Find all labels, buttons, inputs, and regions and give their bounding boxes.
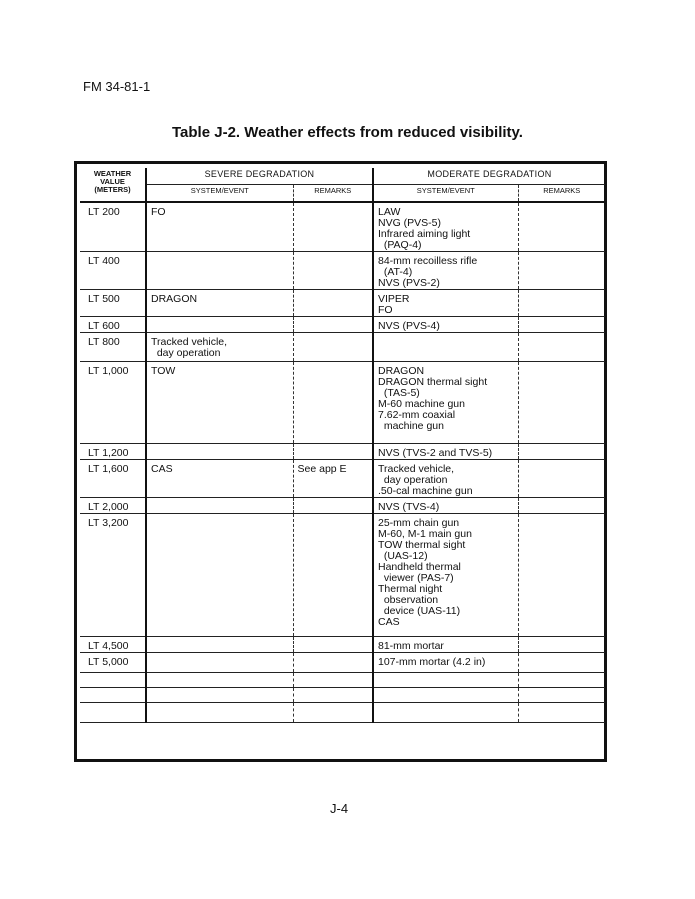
table-body xyxy=(80,202,605,723)
cell-line: viewer (PAS-7) xyxy=(378,572,454,584)
table-row xyxy=(80,514,605,637)
visibility-table-grid xyxy=(80,168,605,723)
severe-remarks-cell xyxy=(293,444,373,460)
moderate-remarks-cell xyxy=(518,333,605,362)
cell-line: LAW xyxy=(378,206,401,218)
cell-line: (PAQ-4) xyxy=(378,239,422,251)
table-row xyxy=(80,498,605,514)
weather-value-cell: LT 800 xyxy=(80,333,146,362)
table-row xyxy=(80,653,605,673)
severe-system-cell xyxy=(146,703,293,723)
cell-line: CAS xyxy=(151,463,173,475)
severe-system-cell xyxy=(146,460,293,498)
severe-remarks-cell xyxy=(293,703,373,723)
severe-remarks-cell xyxy=(293,514,373,637)
cell-line: CAS xyxy=(378,616,400,628)
moderate-system-cell xyxy=(373,460,518,498)
moderate-system-cell xyxy=(373,444,518,460)
table-row xyxy=(80,333,605,362)
moderate-system-cell xyxy=(373,317,518,333)
weather-value-cell: LT 500 xyxy=(80,290,146,317)
table-row xyxy=(80,290,605,317)
moderate-system-cell xyxy=(373,653,518,673)
weather-header-line: (METERS) xyxy=(94,185,131,194)
severe-remarks-cell xyxy=(293,202,373,252)
moderate-remarks-cell xyxy=(518,444,605,460)
weather-header-line: WEATHER xyxy=(93,169,132,178)
moderate-system-cell xyxy=(373,252,518,290)
severe-remarks-cell xyxy=(293,673,373,688)
severe-remarks-cell xyxy=(293,333,373,362)
cell-line: day operation xyxy=(378,474,448,486)
table-row xyxy=(80,202,605,252)
table-row xyxy=(80,362,605,444)
cell-line: Infrared aiming light xyxy=(378,228,471,240)
weather-header-line: VALUE xyxy=(100,177,125,186)
cell-line: device (UAS-11) xyxy=(378,605,461,617)
cell-line: TOW xyxy=(151,365,176,377)
moderate-system-cell xyxy=(373,703,518,723)
table-header-row-2 xyxy=(80,185,605,203)
weather-value-cell: LT 600 xyxy=(80,317,146,333)
moderate-degradation-header: MODERATE DEGRADATION xyxy=(373,168,605,185)
severe-remarks-cell xyxy=(293,637,373,653)
moderate-remarks-cell xyxy=(518,703,605,723)
severe-remarks-cell xyxy=(293,317,373,333)
moderate-remarks-cell xyxy=(518,317,605,333)
weather-value-cell: LT 1,600 xyxy=(80,460,146,498)
severe-system-cell xyxy=(146,637,293,653)
severe-system-cell xyxy=(146,290,293,317)
cell-line: (UAS-12) xyxy=(378,550,428,562)
severe-remarks-cell xyxy=(293,653,373,673)
severe-system-cell xyxy=(146,202,293,252)
severe-remarks-cell: See app E xyxy=(293,460,373,498)
severe-degradation-header: SEVERE DEGRADATION xyxy=(146,168,373,185)
moderate-system-cell xyxy=(373,333,518,362)
cell-line: (AT-4) xyxy=(378,266,413,278)
cell-line: FO xyxy=(151,206,166,218)
cell-line: 81-mm mortar xyxy=(378,640,444,652)
moderate-remarks-cell xyxy=(518,653,605,673)
cell-line: 7.62-mm coaxial xyxy=(378,409,456,421)
table-row xyxy=(80,460,605,498)
cell-line: DRAGON xyxy=(151,293,198,305)
severe-system-cell xyxy=(146,317,293,333)
table-row xyxy=(80,317,605,333)
moderate-remarks-cell xyxy=(518,290,605,317)
table-row xyxy=(80,637,605,653)
cell-line: NVS (TVS-2 and TVS-5) xyxy=(378,447,493,459)
cell-line: Tracked vehicle, xyxy=(151,336,228,348)
weather-value-cell: LT 200 xyxy=(80,202,146,252)
severe-remarks-cell xyxy=(293,498,373,514)
moderate-system-header: SYSTEM/EVENT xyxy=(373,185,518,203)
table-header-row-1 xyxy=(80,168,605,185)
weather-value-cell xyxy=(80,703,146,723)
moderate-remarks-cell xyxy=(518,252,605,290)
table-title: Table J-2. Weather effects from reduced visibility. xyxy=(172,124,523,141)
cell-line: M-60 machine gun xyxy=(378,398,465,410)
cell-line: NVG (PVS-5) xyxy=(378,217,442,229)
severe-system-cell xyxy=(146,653,293,673)
moderate-remarks-cell xyxy=(518,688,605,703)
severe-remarks-cell xyxy=(293,290,373,317)
cell-line: FO xyxy=(378,304,393,316)
severe-system-cell xyxy=(146,444,293,460)
severe-system-cell xyxy=(146,688,293,703)
moderate-remarks-cell xyxy=(518,498,605,514)
severe-system-header: SYSTEM/EVENT xyxy=(146,185,293,203)
weather-value-cell: LT 3,200 xyxy=(80,514,146,637)
moderate-remarks-cell xyxy=(518,362,605,444)
visibility-table xyxy=(74,161,607,762)
moderate-remarks-cell xyxy=(518,637,605,653)
moderate-remarks-header: REMARKS xyxy=(518,185,605,203)
moderate-system-cell xyxy=(373,637,518,653)
moderate-remarks-cell xyxy=(518,460,605,498)
severe-remarks-cell xyxy=(293,252,373,290)
moderate-system-cell xyxy=(373,688,518,703)
cell-line: DRAGON thermal sight xyxy=(378,376,488,388)
severe-system-cell xyxy=(146,362,293,444)
moderate-system-cell xyxy=(373,202,518,252)
cell-line: 84-mm recoilless rifle xyxy=(378,255,478,267)
cell-line: NVS (PVS-4) xyxy=(378,320,440,332)
cell-line: VIPER xyxy=(378,293,410,305)
cell-line: Handheld thermal xyxy=(378,561,461,573)
cell-line: 25-mm chain gun xyxy=(378,517,460,529)
table-row xyxy=(80,703,605,723)
cell-line: Tracked vehicle, xyxy=(378,463,455,475)
moderate-remarks-cell xyxy=(518,514,605,637)
moderate-system-cell xyxy=(373,362,518,444)
severe-system-cell xyxy=(146,333,293,362)
severe-system-cell xyxy=(146,673,293,688)
severe-system-cell xyxy=(146,498,293,514)
weather-value-cell: LT 400 xyxy=(80,252,146,290)
cell-line: 107-mm mortar (4.2 in) xyxy=(378,656,486,668)
weather-value-cell: LT 4,500 xyxy=(80,637,146,653)
table-row xyxy=(80,252,605,290)
weather-value-cell: LT 1,200 xyxy=(80,444,146,460)
cell-line: M-60, M-1 main gun xyxy=(378,528,472,540)
severe-remarks-cell xyxy=(293,688,373,703)
document-id: FM 34-81-1 xyxy=(83,79,151,94)
cell-line: NVS (TVS-4) xyxy=(378,501,440,513)
weather-value-cell xyxy=(80,673,146,688)
severe-system-cell xyxy=(146,252,293,290)
table-row xyxy=(80,688,605,703)
cell-line: TOW thermal sight xyxy=(378,539,466,551)
moderate-system-cell xyxy=(373,673,518,688)
weather-value-cell: LT 2,000 xyxy=(80,498,146,514)
page-number: J-4 xyxy=(330,801,349,816)
cell-line: day operation xyxy=(151,347,221,359)
cell-line: observation xyxy=(378,594,439,606)
cell-line: machine gun xyxy=(378,420,444,432)
table-row xyxy=(80,673,605,688)
weather-value-cell: LT 5,000 xyxy=(80,653,146,673)
cell-line: NVS (PVS-2) xyxy=(378,277,440,289)
cell-line: Thermal night xyxy=(378,583,443,595)
weather-value-cell xyxy=(80,688,146,703)
moderate-system-cell xyxy=(373,514,518,637)
severe-remarks-header: REMARKS xyxy=(293,185,373,203)
moderate-remarks-cell xyxy=(518,202,605,252)
moderate-system-cell xyxy=(373,498,518,514)
moderate-remarks-cell xyxy=(518,673,605,688)
severe-remarks-cell xyxy=(293,362,373,444)
moderate-system-cell xyxy=(373,290,518,317)
weather-value-cell: LT 1,000 xyxy=(80,362,146,444)
severe-system-cell xyxy=(146,514,293,637)
table-row xyxy=(80,444,605,460)
cell-line: (TAS-5) xyxy=(378,387,420,399)
cell-line: DRAGON xyxy=(378,365,425,377)
cell-line: .50-cal machine gun xyxy=(378,485,473,497)
weather-value-header xyxy=(80,168,146,202)
